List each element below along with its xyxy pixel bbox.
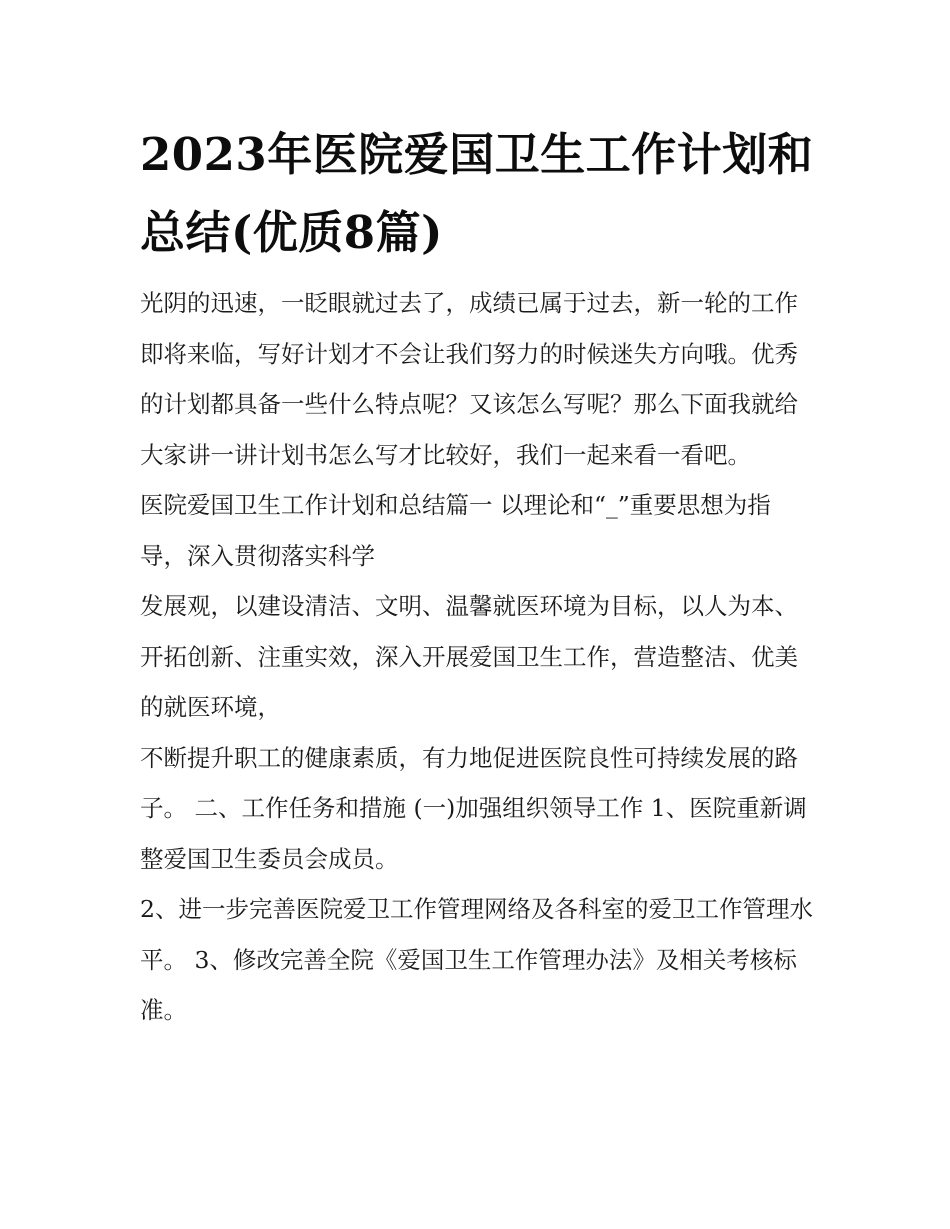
document-body xyxy=(140,278,814,1036)
document-title: 2023年医院爱国卫生工作计划和总结(优质8篇) xyxy=(140,128,814,259)
paragraph-development-view: 发展观，以建设清洁、文明、温馨就医环境为目标，以人为本、开拓创新、注重实效，深入开展爱国卫生工作，营造整洁、优美的就医环境， xyxy=(140,592,798,721)
paragraph-intro: 光阴的迅速，一眨眼就过去了，成绩已属于过去，新一轮的工作即将来临，写好计划才不会让我们努力的时候迷失方向哦。优秀的计划都具备一些什么特点呢？又该怎么写呢？那么下面我就给大家讲一讲计划书怎么写才比较好，我们一起来看一看吧。 xyxy=(140,289,798,469)
paragraph-tasks-measures: 不断提升职工的健康素质，有力地促进医院良性可持续发展的路子。 二、工作任务和措施 (一)加强组织领导工作 1、医院重新调整爱国卫生委员会成员。 xyxy=(140,743,807,873)
paragraph-management-network: 2、进一步完善医院爱卫工作管理网络及各科室的爱卫工作管理水平。 3、修改完善全院《爱国卫生工作管理办法》及相关考核标准。 xyxy=(140,895,813,1024)
paragraph-section-one-heading: 医院爱国卫生工作计划和总结篇一 以理论和“_”重要思想为指导，深入贯彻落实科学 xyxy=(140,491,771,570)
